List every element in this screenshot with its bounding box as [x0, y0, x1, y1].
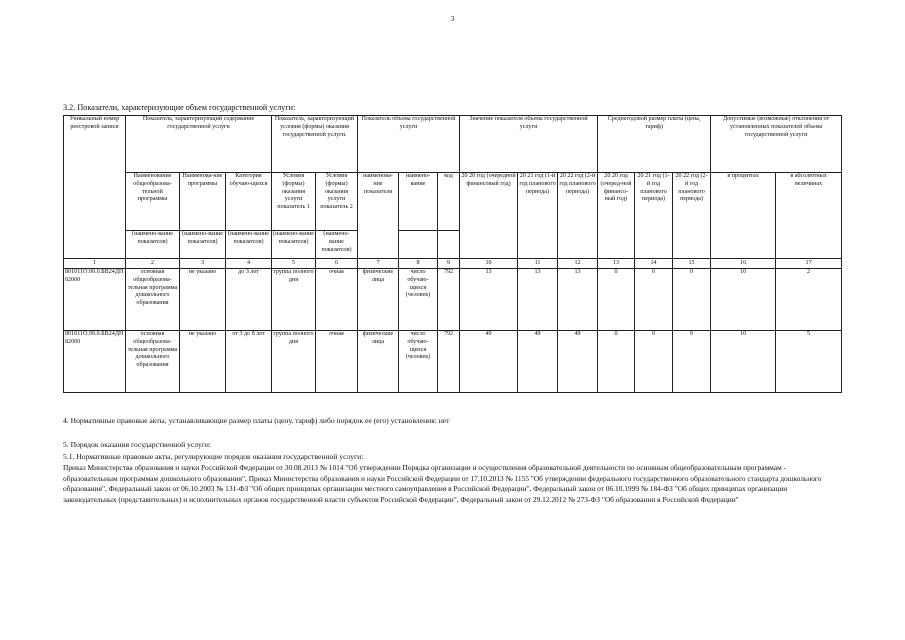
- header-unit-code: код: [438, 173, 460, 231]
- header-unit-name: наимено-вание: [399, 173, 438, 231]
- header-value-y3: 20 22 год (2-й год планового периода): [558, 173, 598, 259]
- section-5-title: 5. Порядок оказания государственной услуги:: [63, 440, 212, 449]
- header-fee: Среднегодовой размер платы (цена, тариф): [598, 116, 711, 173]
- cell-indicator-name: физические лица: [358, 331, 399, 393]
- col-number: 11: [518, 259, 558, 269]
- cell-value-y3: 49: [558, 331, 598, 393]
- col-number: 3: [180, 259, 226, 269]
- header-fee-y2: 20 21 год (1-й год планового периода): [635, 173, 673, 259]
- volume-indicators-table: [63, 115, 842, 393]
- cell-deviation-abs: 5: [776, 331, 842, 393]
- header-conditions: Показатель, характеризующий условия (формы) оказания государственной услуги.: [272, 116, 358, 173]
- cell-condition-2: очная: [316, 331, 358, 393]
- header-value-y2: 20 21 год (1-й год планового периода): [518, 173, 558, 259]
- cell-fee-y1: 0: [598, 269, 635, 331]
- cell-deviation-abs: 2: [776, 269, 842, 331]
- header-value: Значение показателя объема государственной услуги: [460, 116, 598, 173]
- cell-unit-code: 792: [438, 269, 460, 331]
- table-row: [64, 331, 842, 393]
- cell-indicator-name: физические лица: [358, 269, 399, 331]
- header-deviation: Допустимые (возможные) отклонения от установленных показателей объема государственной услуги: [711, 116, 842, 173]
- cell-deviation-pct: 10: [711, 331, 776, 393]
- cell-deviation-pct: 10: [711, 269, 776, 331]
- cell-unit-code: 792: [438, 331, 460, 393]
- cell-unit-name: число обучаю-щихся (человек): [399, 269, 438, 331]
- col-number: 9: [438, 259, 460, 269]
- header-sub-3: (наимено-вание показателя): [226, 231, 272, 259]
- header-volume-name: наименова-ние показателя: [358, 173, 399, 259]
- cell-fee-y3: 0: [673, 269, 711, 331]
- header-unit-name-empty: [399, 231, 438, 259]
- cell-value-y3: 13: [558, 269, 598, 331]
- header-value-y1: 20 20 год (очередной финансовый год): [460, 173, 518, 259]
- col-number: 4: [226, 259, 272, 269]
- cell-value-y1: 13: [460, 269, 518, 331]
- header-sub-2: (наимено-вание показателя): [180, 231, 226, 259]
- section-4-text: 4. Нормативные правовые акты, устанавливающие размер платы (цену, тариф) либо порядок ее (его) установления: нет: [63, 416, 450, 425]
- cell-fee-y3: 0: [673, 331, 711, 393]
- header-deviation-abs: в абсолютных величинах: [776, 173, 842, 259]
- col-number: 5: [272, 259, 316, 269]
- col-number: 14: [635, 259, 673, 269]
- section-title: 3.2. Показатели, характеризующие объем государственной услуги:: [63, 103, 296, 112]
- cell-condition-2: очная: [316, 269, 358, 331]
- page-number: 3: [450, 15, 455, 23]
- header-sub-1: (наимено-вание показателя): [126, 231, 180, 259]
- header-content-3: Категория обучаю-щихся: [226, 173, 272, 231]
- cell-value-y2: 13: [518, 269, 558, 331]
- cell-program: не указано: [180, 331, 226, 393]
- cell-registry-number: 801011О.99.0.БВ24ДН82000: [64, 331, 126, 393]
- header-unique-number: Уникальный номер реестровой записи: [64, 116, 126, 259]
- header-content-1: Наименование общеобразова-тельной программы: [126, 173, 180, 231]
- col-number: 1: [64, 259, 126, 269]
- header-condition-1: Условия (формы) оказания услуги показатель 1: [272, 173, 316, 231]
- cell-registry-number: 801011О.99.0.БВ24ДП02000: [64, 269, 126, 331]
- col-number: 7: [358, 259, 399, 269]
- header-sub-5: (наимено-вание показателя): [316, 231, 358, 259]
- cell-condition-1: группа полного дня: [272, 331, 316, 393]
- col-number: 12: [558, 259, 598, 269]
- header-condition-2: Условия (формы) оказания услуги показатель 2: [316, 173, 358, 231]
- cell-fee-y1: 0: [598, 331, 635, 393]
- header-sub-4: (наимено-вание показателя): [272, 231, 316, 259]
- cell-category: до 3 лет: [226, 269, 272, 331]
- col-number: 15: [673, 259, 711, 269]
- cell-value-y2: 49: [518, 331, 558, 393]
- normative-acts-text: Приказ Министерства образования и науки Российской Федерации от 30.08.2013 № 1014 "Об утверждении Порядка организации и осуществления образовательной деятельности по основным общеобразовательным программам - образовательным программам дошкольного образования", Приказ Министерства образования и науки Российской Федерации от 17.10.2013 № 1155 "Об утверждении федерального государственного образовательного стандарта дошкольного образования", Федеральный закон от 06.10.2003 № 131-ФЗ "Об общих принципах организации местного самоуправления в Российской Федерации", Федеральный закон от 06.10.1999 № 184-ФЗ "Об общих принципах организации законодательных (представительных) и исполнительных органов государственной власти субъектов Российской Федерации", Федеральный закон от 29.12.2012 № 273-ФЗ "Об образовании в Российской Федерации": [63, 463, 822, 504]
- header-unit-code-empty: [438, 231, 460, 259]
- cell-program-name: основная общеобразова-тельная программа дошкольного образования: [126, 331, 180, 393]
- header-fee-y1: 20 20 год (очеред-ной финансо-вый год): [598, 173, 635, 259]
- header-content-2: Наименова-ние программы: [180, 173, 226, 231]
- cell-unit-name: число обучаю-щихся (человек): [399, 331, 438, 393]
- col-number: 2: [126, 259, 180, 269]
- cell-program-name: основная общеобразова-тельная программа дошкольного образования: [126, 269, 180, 331]
- cell-fee-y2: 0: [635, 269, 673, 331]
- header-fee-y3: 20 22 год (2-й год планового периода): [673, 173, 711, 259]
- header-content: Показатель, характеризующий содержание государственной услуги: [126, 116, 272, 173]
- col-number: 13: [598, 259, 635, 269]
- cell-category: от 3 до 8 лет: [226, 331, 272, 393]
- header-deviation-pct: в процентах: [711, 173, 776, 259]
- cell-condition-1: группа полного дня: [272, 269, 316, 331]
- col-number: 6: [316, 259, 358, 269]
- col-number: 16: [711, 259, 776, 269]
- col-number: 8: [399, 259, 438, 269]
- section-5-1-title: 5.1. Нормативные правовые акты, регулирующие порядок оказания государственной услуги:: [63, 452, 364, 461]
- header-volume: Показатель объема государственной услуги: [358, 116, 460, 173]
- cell-fee-y2: 0: [635, 331, 673, 393]
- col-number: 17: [776, 259, 842, 269]
- cell-value-y1: 49: [460, 331, 518, 393]
- cell-program: не указано: [180, 269, 226, 331]
- table-row: [64, 269, 842, 331]
- col-number: 10: [460, 259, 518, 269]
